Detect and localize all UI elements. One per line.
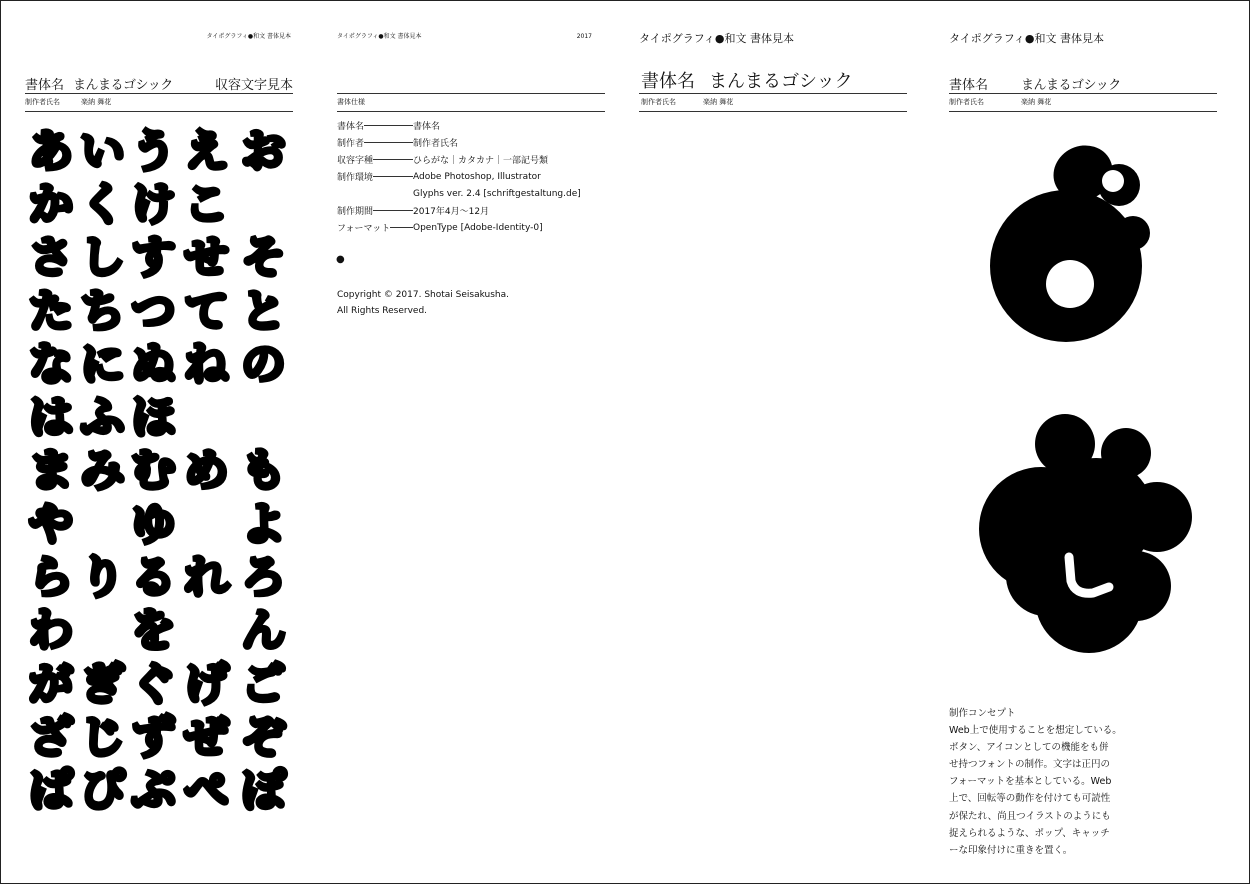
specimen-glyph: が xyxy=(29,658,73,710)
specimen-glyph: ぜ xyxy=(184,711,229,763)
specimen-glyph: ぴ xyxy=(80,765,125,817)
specimen-glyph: ら xyxy=(29,552,73,604)
specimen-glyph: ご xyxy=(241,658,286,710)
specimen-glyph: げ xyxy=(184,658,229,710)
specimen-glyph: ほ xyxy=(131,392,176,444)
designer-name: 楽納 舞花 xyxy=(1021,98,1052,106)
specimen-glyph: に xyxy=(80,338,125,390)
designer-label: 制作者氏名 xyxy=(25,98,60,106)
spec-row xyxy=(337,151,605,168)
spec-value: ひらがな｜カタカナ｜一部記号類 xyxy=(413,156,549,166)
large-glyph-2 xyxy=(979,414,1192,653)
specimen-glyph: あ xyxy=(29,125,73,177)
specimen-glyph: て xyxy=(184,285,229,337)
specimen-glyph: ぬ xyxy=(131,338,176,390)
concept-text-line: ーな印象付けに重きを置く。 xyxy=(949,844,1073,856)
concept-block xyxy=(949,705,1217,859)
divider xyxy=(949,93,1217,94)
specimen-glyph: む xyxy=(131,445,176,497)
specimen-glyph: ぺ xyxy=(184,765,229,817)
spec-label: 収容字種 xyxy=(337,156,374,166)
designer-label: 制作者氏名 xyxy=(949,98,984,106)
spec-row xyxy=(337,168,605,185)
specimen-glyph: ち xyxy=(80,285,125,337)
specimen-glyph: や xyxy=(29,498,73,550)
concept-text-line: 上で、回転等の動作を付けても可読性 xyxy=(949,793,1111,805)
running-head: タイポグラフィ●和文 書体見本 xyxy=(949,32,1104,45)
running-head: タイポグラフィ●和文 書体見本 xyxy=(206,33,291,40)
concept-text-line: が保たれ、尚且つイラストのようにも xyxy=(949,810,1111,822)
designer-name: 楽納 舞花 xyxy=(703,98,734,106)
section-title: 書体仕様 xyxy=(337,98,365,106)
spec-label: 書体名 xyxy=(337,122,365,132)
concept-text-line: 捉えられるような、ポップ、キャッチ xyxy=(949,827,1110,839)
copyright-line: All Rights Reserved. xyxy=(337,306,428,316)
divider xyxy=(639,93,907,94)
specimen-glyph: ぐ xyxy=(131,658,176,710)
typeface-name: まんまるゴシック xyxy=(709,71,853,92)
spec-label: フォーマット xyxy=(337,224,391,234)
specimen-glyph: せ xyxy=(184,232,229,284)
specimen-glyph: ぞ xyxy=(241,711,286,763)
specimen-glyph: ろ xyxy=(241,552,286,604)
designer-label: 制作者氏名 xyxy=(641,98,676,106)
running-head: タイポグラフィ●和文 書体見本 xyxy=(337,33,422,40)
specimen-glyph: と xyxy=(241,285,286,337)
specimen-glyph: わ xyxy=(29,605,73,657)
year-label: 2017 xyxy=(576,33,592,40)
leader-line xyxy=(373,159,413,160)
typeface-name: まんまるゴシック xyxy=(1021,78,1121,93)
specimen-glyph: ま xyxy=(29,445,73,497)
specimen-glyph: か xyxy=(29,178,73,230)
leader-line xyxy=(373,210,413,211)
typeface-name: まんまるゴシック xyxy=(73,78,173,93)
specimen-glyph: ふ xyxy=(80,392,125,444)
specimen-glyph: そ xyxy=(241,232,286,284)
leader-line xyxy=(364,142,413,143)
specimen-glyph: ね xyxy=(184,338,229,390)
spec-row xyxy=(337,117,605,134)
specimen-glyph: な xyxy=(29,338,73,390)
specimen-glyph: ざ xyxy=(29,711,73,763)
specimen-glyph: け xyxy=(131,178,176,230)
typeface-label: 書体名 xyxy=(25,78,65,93)
specimen-glyph: ぽ xyxy=(241,765,286,817)
specimen-glyph: す xyxy=(131,232,176,284)
spec-label: 制作者 xyxy=(337,139,365,149)
large-glyph-illustration xyxy=(961,131,1211,671)
copyright-line: Copyright © 2017. Shotai Seisakusha. xyxy=(337,290,510,300)
concept-text-line: Web上で使用することを想定している。 xyxy=(949,725,1122,737)
specimen-glyph: い xyxy=(80,125,125,177)
specimen-glyph: め xyxy=(184,445,229,497)
designer-name: 楽納 舞花 xyxy=(81,98,112,106)
divider xyxy=(25,93,293,94)
spec-row xyxy=(337,185,605,202)
concept-text-line: フォーマットを基本としている。Web xyxy=(949,776,1112,788)
specimen-glyph: よ xyxy=(241,498,286,550)
concept-text-line: せ持つフォントの制作。文字は正円の xyxy=(949,759,1111,771)
spec-value: 制作者氏名 xyxy=(413,139,459,149)
specimen-glyph: さ xyxy=(29,232,73,284)
divider xyxy=(25,111,293,112)
specimen-glyph: ず xyxy=(131,711,176,763)
glyph-specimen-grid xyxy=(25,125,293,818)
spec-label: 制作期間 xyxy=(337,207,374,217)
specimen-glyph: ぎ xyxy=(80,658,125,710)
specimen-glyph: の xyxy=(241,338,286,390)
spec-row xyxy=(337,134,605,151)
typeface-label: 書体名 xyxy=(641,71,695,92)
specimen-glyph: え xyxy=(184,125,229,177)
spec-row xyxy=(337,219,605,236)
specimen-glyph: も xyxy=(241,445,286,497)
running-head: タイポグラフィ●和文 書体見本 xyxy=(639,32,794,45)
spec-list xyxy=(337,117,605,236)
specimen-glyph: る xyxy=(131,552,176,604)
specimen-glyph: た xyxy=(29,285,73,337)
specimen-glyph: み xyxy=(80,445,125,497)
spec-row xyxy=(337,202,605,219)
specimen-glyph: れ xyxy=(184,552,229,604)
bullet-mark: ● xyxy=(336,254,345,265)
large-glyph-1 xyxy=(990,136,1150,342)
specimen-glyph: お xyxy=(241,125,286,177)
spec-value: 書体名 xyxy=(413,122,441,132)
specimen-glyph: ん xyxy=(241,605,286,657)
specimen-glyph: し xyxy=(80,232,125,284)
specimen-glyph: う xyxy=(131,125,176,177)
spec-value: 2017年4月〜12月 xyxy=(413,207,490,217)
specimen-glyph: は xyxy=(29,392,73,444)
divider xyxy=(337,111,605,112)
specimen-glyph: こ xyxy=(184,178,229,230)
section-title: 収容文字見本 xyxy=(214,78,293,93)
spec-value: OpenType [Adobe-Identity-0] xyxy=(413,222,543,233)
specimen-glyph: ぱ xyxy=(29,765,73,817)
spec-label: 制作環境 xyxy=(337,173,374,183)
spec-value: Glyphs ver. 2.4 [schriftgestaltung.de] xyxy=(413,188,581,199)
specimen-glyph: り xyxy=(80,552,125,604)
spec-value: Adobe Photoshop, Illustrator xyxy=(413,171,541,182)
specimen-glyph: つ xyxy=(131,285,176,337)
divider xyxy=(337,93,605,94)
specimen-glyph: ぷ xyxy=(131,765,176,817)
specimen-glyph: く xyxy=(80,178,125,230)
leader-line xyxy=(390,227,413,228)
divider xyxy=(639,111,907,112)
divider xyxy=(949,111,1217,112)
leader-line xyxy=(373,176,413,177)
leader-line xyxy=(364,125,413,126)
specimen-glyph: ゆ xyxy=(131,498,176,550)
specimen-glyph: を xyxy=(131,605,176,657)
concept-text-line: ボタン、アイコンとしての機能をも併 xyxy=(949,742,1109,754)
typeface-label: 書体名 xyxy=(949,78,989,93)
concept-title: 制作コンセプト xyxy=(949,708,1016,719)
specimen-glyph: じ xyxy=(80,711,125,763)
